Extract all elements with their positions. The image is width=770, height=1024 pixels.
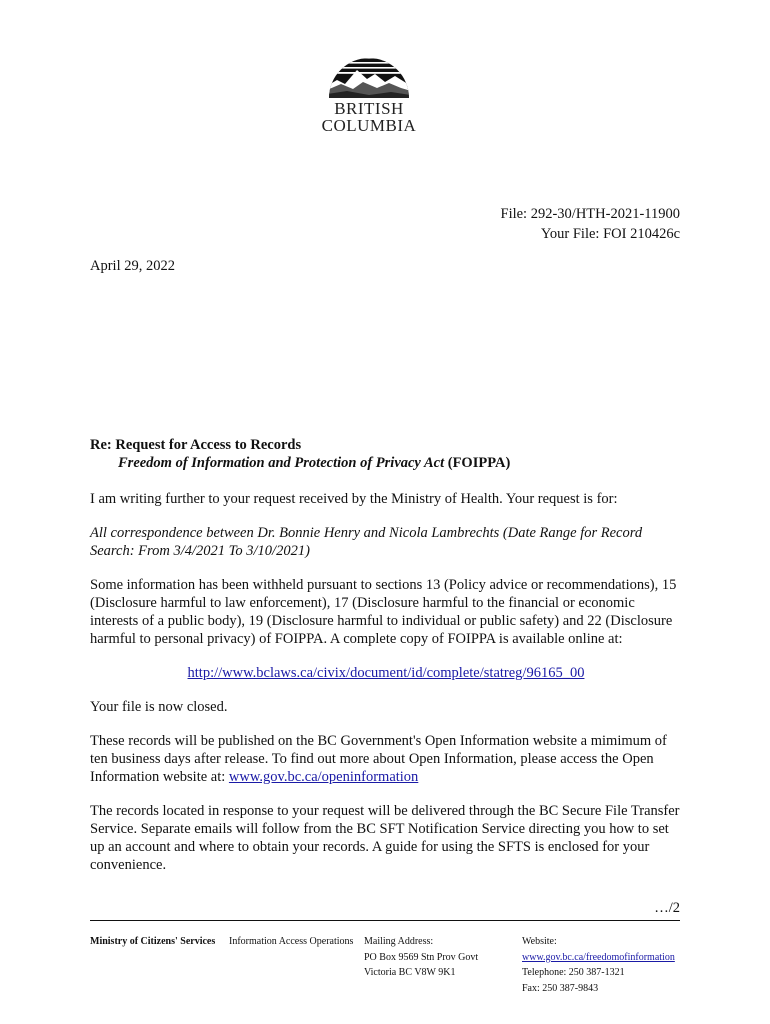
delivery-paragraph: The records located in response to your request will be delivered through the BC Secure File Transfer Service. Separate emails will follow from the BC SFT Notification Service directing you how to set up an account and where to obtain your records. A guide for using the SFTS is enclosed for your convenience. bbox=[90, 803, 680, 873]
telephone: Telephone: 250 387-1321 bbox=[522, 967, 625, 978]
file-number: File: 292-30/HTH-2021-11900 bbox=[500, 206, 680, 222]
act-abbreviation: (FOIPPA) bbox=[447, 455, 511, 471]
file-reference bbox=[501, 204, 681, 244]
intro-paragraph: I am writing further to your request received by the Ministry of Health. Your request is for: bbox=[90, 491, 618, 507]
your-file-number: Your File: FOI 210426c bbox=[540, 226, 680, 242]
letter-date: April 29, 2022 bbox=[90, 258, 175, 274]
mailing-line-1: PO Box 9569 Stn Prov Govt bbox=[364, 951, 479, 963]
footer-division: Information Access Operations bbox=[229, 936, 354, 947]
website-link[interactable]: www.gov.bc.ca/freedomofinformation bbox=[522, 951, 675, 963]
foippa-link[interactable]: http://www.bclaws.ca/civix/document/id/complete/statreg/96165_00 bbox=[187, 665, 585, 681]
logo-line-british: BRITISH bbox=[334, 99, 404, 118]
logo-wordmark bbox=[314, 100, 424, 134]
website-label: Website: bbox=[522, 936, 557, 947]
open-information-link[interactable]: www.gov.bc.ca/openinformation bbox=[228, 769, 419, 785]
bc-government-logo bbox=[314, 46, 424, 146]
foippa-url-line bbox=[90, 664, 682, 682]
footer-ministry: Ministry of Citizens' Services bbox=[90, 936, 216, 947]
footer-divider bbox=[90, 920, 680, 921]
request-description: All correspondence between Dr. Bonnie Henry and Nicola Lambrechts (Date Range for Record Search: From 3/4/2021 To 3/10/2021) bbox=[90, 525, 643, 559]
fax: Fax: 250 387-9843 bbox=[522, 982, 599, 994]
act-title: Freedom of Information and Protection of Privacy Act bbox=[118, 455, 445, 471]
withheld-paragraph: Some information has been withheld pursuant to sections 13 (Policy advice or recommendations), 15 (Disclosure harmful to law enforcement), 17 (Disclosure harmful to the financial or economic interests of a public body), 19 (Disclosure harmful to individual or public safety) and 22 (Disclosure harmful to personal privacy) of FOIPPA. A complete copy of FOIPPA is available online at: bbox=[90, 577, 677, 647]
subject-act-line bbox=[90, 454, 682, 472]
mailing-line-2: Victoria BC V8W 9K1 bbox=[364, 967, 456, 978]
open-information-text: These records will be published on the BC Government's Open Information website a mimimum of ten business days after release. To find out more about Open Information, please access the Open Information website at: bbox=[90, 733, 667, 785]
footer-contact bbox=[522, 934, 675, 996]
bc-sun-mountains-emblem bbox=[327, 46, 411, 98]
logo-line-columbia: COLUMBIA bbox=[321, 116, 417, 135]
mailing-label: Mailing Address: bbox=[364, 936, 434, 947]
subject-line: Re: Request for Access to Records bbox=[90, 437, 302, 453]
closed-paragraph: Your file is now closed. bbox=[90, 699, 228, 715]
footer-mailing-address bbox=[364, 934, 478, 981]
continued-marker: …/2 bbox=[654, 900, 680, 916]
letter-body bbox=[90, 436, 682, 890]
open-information-paragraph bbox=[90, 732, 682, 786]
